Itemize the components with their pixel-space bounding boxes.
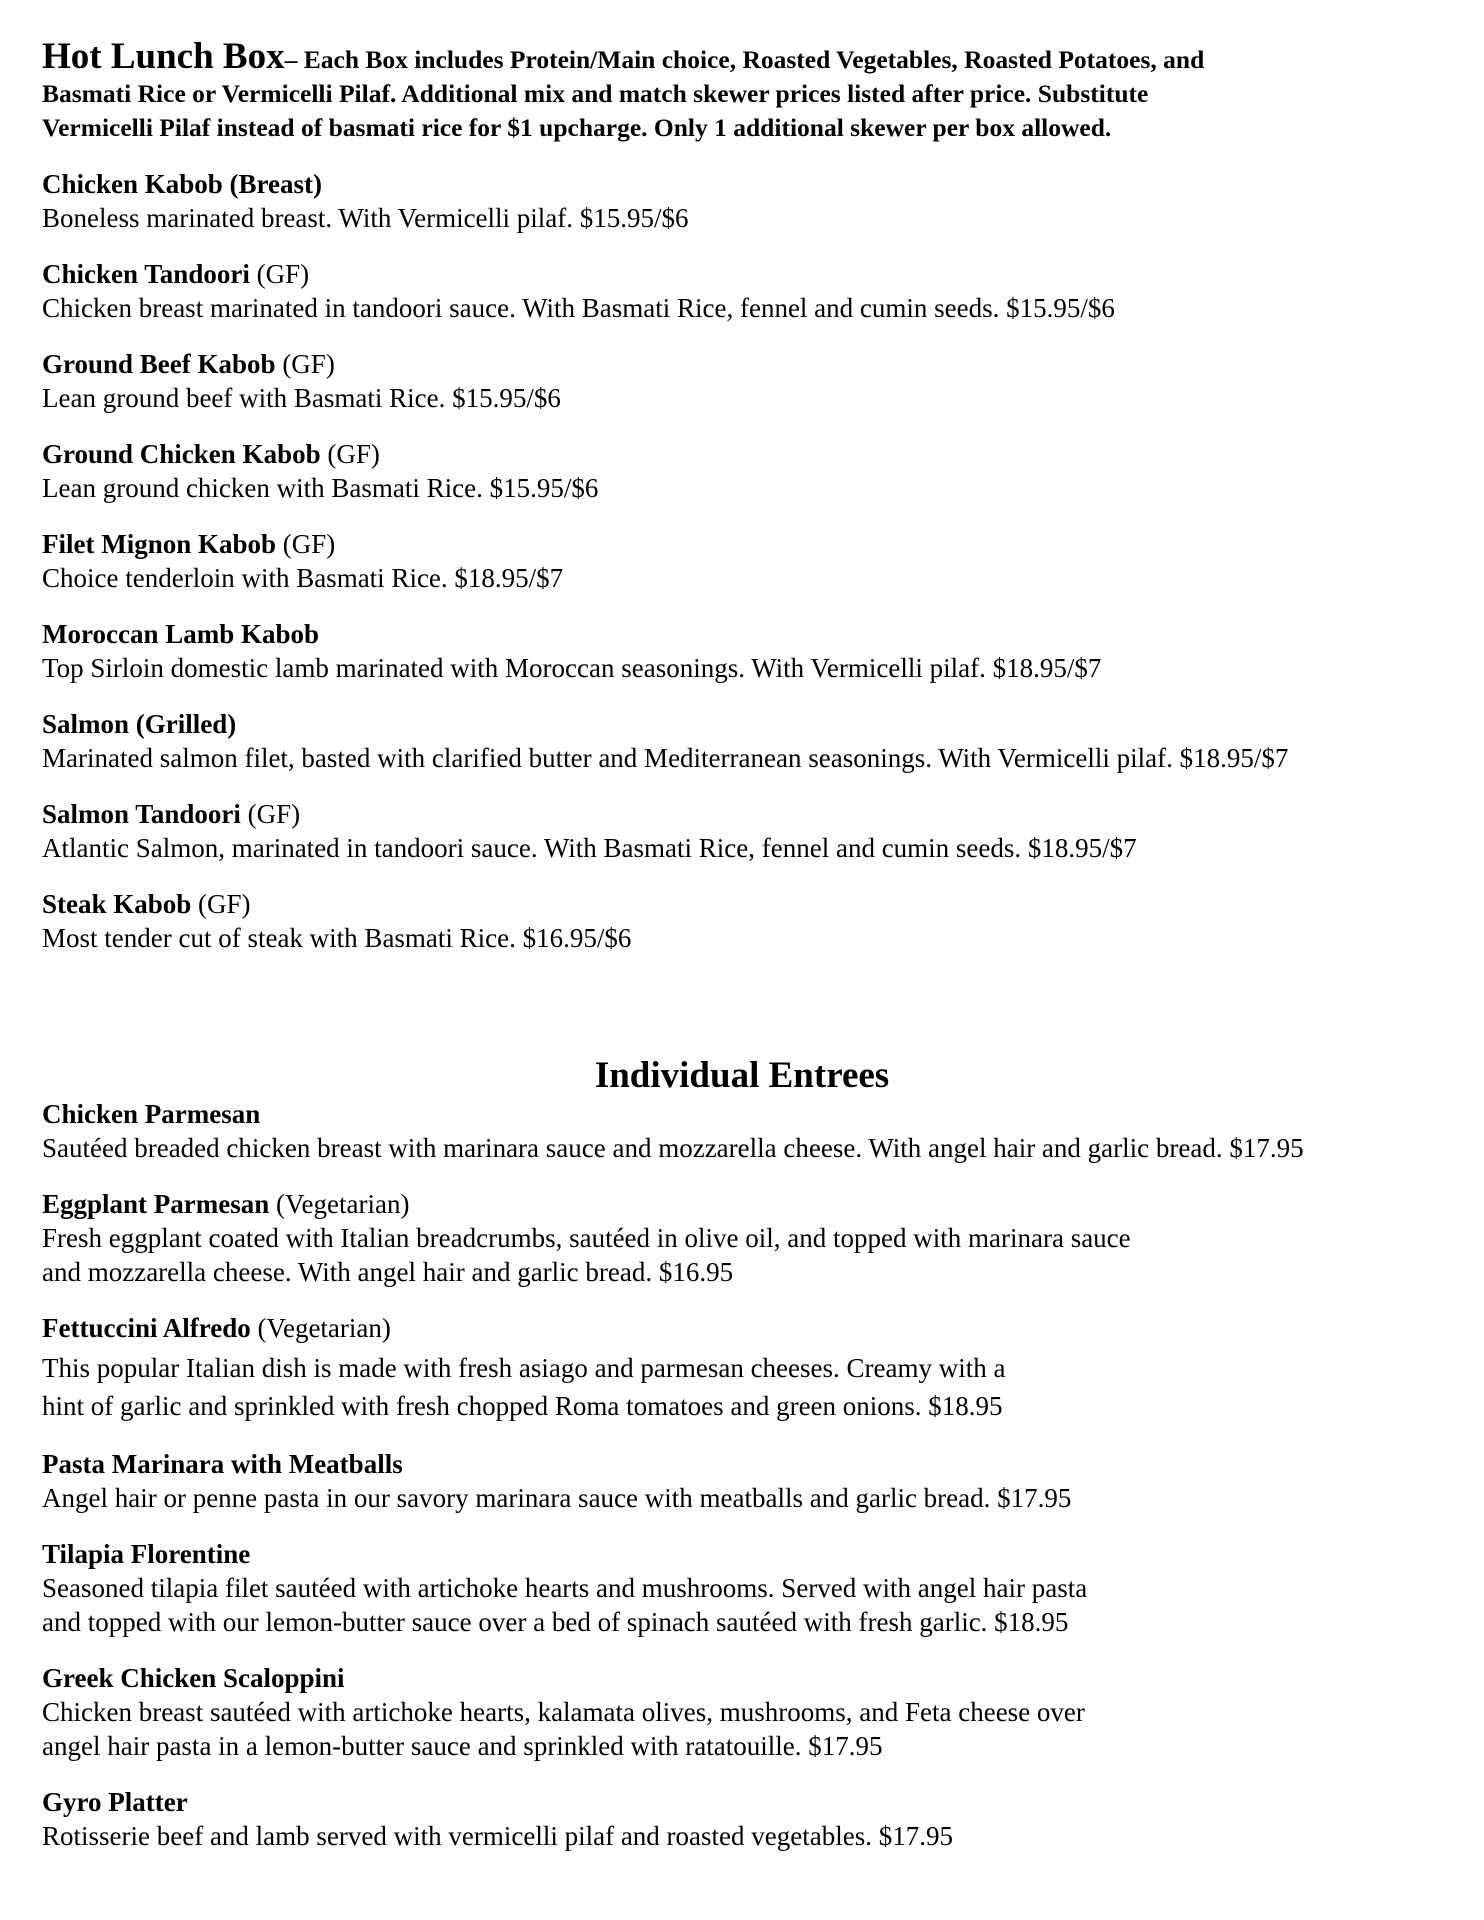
menu-item [42,167,1442,235]
menu-item [42,347,1442,415]
menu-item-description: This popular Italian dish is made with fresh asiago and parmesan cheeses. Creamy with a [42,1353,1006,1383]
menu-item-name: Chicken Tandoori [42,259,250,289]
menu-item-description: Lean ground beef with Basmati Rice. $15.95/$6 [42,383,561,413]
menu-item-title [42,797,1442,831]
hot-lunch-intro-line-2: Basmati Rice or Vermicelli Pilaf. Additional mix and match skewer prices listed after price. Substitute [42,79,1149,108]
entrees-heading: Individual Entrees [594,1055,890,1096]
menu-item-name: Moroccan Lamb Kabob [42,619,320,649]
menu-item-description: Rotisserie beef and lamb served with vermicelli pilaf and roasted vegetables. $17.95 [42,1821,953,1851]
menu-item-title [42,1311,1442,1345]
menu-item [42,1661,1442,1763]
menu-item-name: Ground Chicken Kabob [42,439,321,469]
menu-item-name: Ground Beef Kabob [42,349,276,379]
menu-item-description: Atlantic Salmon, marinated in tandoori sauce. With Basmati Rice, fennel and cumin seeds. $18.95/$7 [42,833,1137,863]
menu-item-name: Eggplant Parmesan [42,1189,270,1219]
menu-item-description: Top Sirloin domestic lamb marinated with Moroccan seasonings. With Vermicelli pilaf. $18.95/$7 [42,653,1102,683]
menu-item-description: angel hair pasta in a lemon-butter sauce and sprinkled with ratatouille. $17.95 [42,1731,883,1761]
menu-item-description: Boneless marinated breast. With Vermicelli pilaf. $15.95/$6 [42,203,689,233]
menu-item [42,617,1442,685]
menu-item [42,1311,1442,1425]
menu-item [42,257,1442,325]
menu-item [42,1447,1442,1515]
menu-item [42,1537,1442,1639]
menu-item-description: and mozzarella cheese. With angel hair and garlic bread. $16.95 [42,1257,734,1287]
menu-item-title [42,527,1442,561]
menu-item-description: Marinated salmon filet, basted with clarified butter and Mediterranean seasonings. With Vermicelli pilaf. $18.95/$7 [42,743,1289,773]
menu-item-description: Lean ground chicken with Basmati Rice. $15.95/$6 [42,473,599,503]
menu-item-title [42,1187,1442,1221]
menu-item-title [42,887,1442,921]
menu-item-name: Filet Mignon Kabob [42,529,277,559]
menu-item [42,1785,1442,1853]
hot-lunch-list [42,167,1442,955]
menu-item-name: Chicken Parmesan [42,1099,261,1129]
menu-item-description: hint of garlic and sprinkled with fresh chopped Roma tomatoes and green onions. $18.95 [42,1391,1003,1421]
menu-item-title [42,1447,1442,1481]
menu-item-title [42,257,1442,291]
menu-item-description: Fresh eggplant coated with Italian breadcrumbs, sautéed in olive oil, and topped with marinara sauce [42,1223,1131,1253]
menu-item-title [42,347,1442,381]
menu-item-name: Fettuccini Alfredo [42,1313,251,1343]
menu-item-name: Salmon (Grilled) [42,709,237,739]
menu-item-tag: (GF) [320,439,380,469]
menu-item [42,1097,1442,1165]
menu-item-tag: (GF) [276,529,336,559]
menu-item-name: Pasta Marinara with Meatballs [42,1449,403,1479]
menu-item-description: Most tender cut of steak with Basmati Rice. $16.95/$6 [42,923,632,953]
menu-item-tag: (GF) [249,259,310,289]
menu-item [42,887,1442,955]
menu-item [42,1187,1442,1289]
menu-item-title [42,437,1442,471]
menu-item [42,437,1442,505]
hot-lunch-heading: Hot Lunch Box [42,36,285,77]
menu-item [42,527,1442,595]
hot-lunch-intro-line-1: – Each Box includes Protein/Main choice, Roasted Vegetables, Roasted Potatoes, and [284,45,1205,74]
menu-item-description: Chicken breast marinated in tandoori sauce. With Basmati Rice, fennel and cumin seeds. $15.95/$6 [42,293,1115,323]
menu-item-tag: (GF) [240,799,301,829]
menu-item-description: Angel hair or penne pasta in our savory marinara sauce with meatballs and garlic bread. $17.95 [42,1483,1072,1513]
menu-item-description: Sautéed breaded chicken breast with marinara sauce and mozzarella cheese. With angel hair and garlic bread. $17.95 [42,1133,1304,1163]
entrees-list [42,1097,1442,1853]
menu-item-name: Chicken Kabob (Breast) [42,169,323,199]
menu-item-title [42,167,1442,201]
menu-item-tag: (GF) [275,349,335,379]
menu-item-title [42,617,1442,651]
menu-item-description: Choice tenderloin with Basmati Rice. $18.95/$7 [42,563,564,593]
menu-page [42,36,1442,1875]
menu-item-description: and topped with our lemon-butter sauce over a bed of spinach sautéed with fresh garlic. $18.95 [42,1607,1069,1637]
menu-item-name: Salmon Tandoori [42,799,241,829]
menu-item-title [42,1097,1442,1131]
menu-item [42,707,1442,775]
menu-item-name: Tilapia Florentine [42,1539,251,1569]
menu-item-name: Steak Kabob [42,889,192,919]
menu-item-name: Greek Chicken Scaloppini [42,1663,345,1693]
menu-item-title [42,1785,1442,1819]
menu-item-title [42,1661,1442,1695]
menu-item-tag: (Vegetarian) [250,1313,391,1343]
menu-item-tag: (GF) [191,889,251,919]
menu-item-description: Chicken breast sautéed with artichoke hearts, kalamata olives, mushrooms, and Feta cheese over [42,1697,1085,1727]
hot-lunch-intro-line-3: Vermicelli Pilaf instead of basmati rice for $1 upcharge. Only 1 additional skewer per box allowed. [42,113,1112,142]
menu-item-description: Seasoned tilapia filet sautéed with artichoke hearts and mushrooms. Served with angel hair pasta [42,1573,1088,1603]
menu-item-title [42,1537,1442,1571]
menu-item-name: Gyro Platter [42,1787,188,1817]
menu-item-title [42,707,1442,741]
menu-item [42,797,1442,865]
menu-item-tag: (Vegetarian) [269,1189,410,1219]
hot-lunch-intro [42,36,1442,145]
